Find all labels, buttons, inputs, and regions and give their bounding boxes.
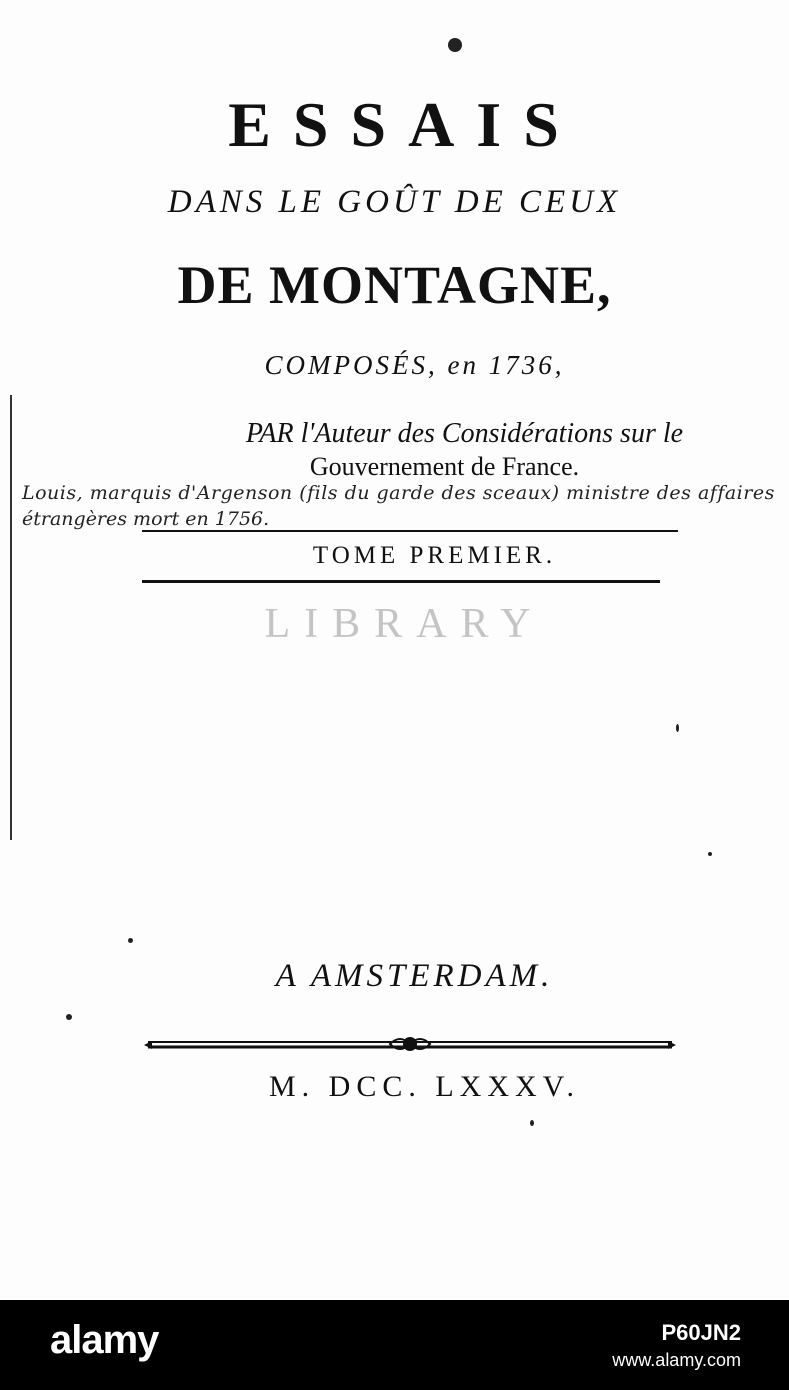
place-of-publication: A AMSTERDAM. <box>275 958 554 994</box>
publication-date: M. DCC. LXXXV. <box>269 1070 580 1103</box>
ink-speck <box>66 1014 72 1020</box>
rule-below-volume <box>142 580 660 583</box>
website-url: www.alamy.com <box>612 1350 741 1370</box>
ink-speck <box>708 852 712 856</box>
author-line-continued: Gouvernement de France. <box>309 452 580 481</box>
ornamental-rule <box>142 1030 678 1060</box>
library-stamp: LIBRARY <box>264 601 545 647</box>
rule-above-volume <box>142 530 678 532</box>
image-id: P60JN2 <box>661 1320 741 1345</box>
book-subtitle: DANS LE GOÛT DE CEUX <box>167 184 622 220</box>
composition-date: COMPOSÉS, en 1736, <box>264 350 565 380</box>
ink-speck <box>676 724 679 732</box>
author-line: PAR l'Auteur des Considérations sur le <box>245 418 684 449</box>
handwritten-note-line-1: Louis, marquis d'Argenson (fils du garde des sceaux) ministre des affaires <box>22 482 775 504</box>
book-subject: DE MONTAGNE, <box>177 255 612 315</box>
ink-speck <box>448 38 462 52</box>
book-title: ESSAIS <box>228 89 581 160</box>
handwritten-note-line-2: étrangères mort en 1756. <box>22 508 270 530</box>
ink-speck <box>530 1120 534 1126</box>
page-margin-edge <box>10 395 12 840</box>
ink-speck <box>128 938 133 943</box>
alamy-logo: alamy <box>50 1318 159 1362</box>
volume-label: TOME PREMIER. <box>312 542 557 569</box>
